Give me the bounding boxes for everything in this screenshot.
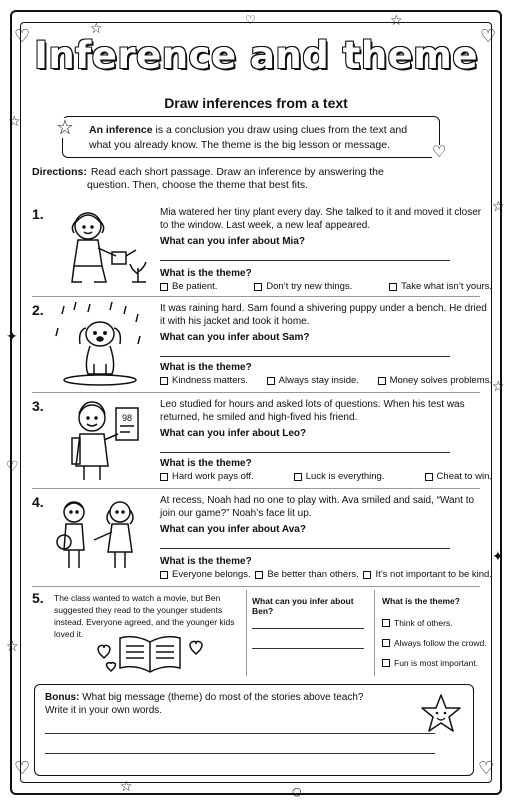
directions: [32, 166, 472, 192]
checkbox[interactable]: [255, 571, 263, 579]
heart-icon: ♡: [6, 459, 19, 475]
theme-option[interactable]: Always stay inside.: [267, 375, 359, 386]
star-icon: ☆: [6, 639, 19, 655]
theme-option[interactable]: Think of others.: [382, 618, 453, 628]
checkbox[interactable]: [378, 377, 386, 385]
theme-question: What is the theme?: [382, 596, 460, 606]
passage-text: It was raining hard. Sam found a shivering puppy under a bench. He dried it with his jacket and took it home.: [160, 303, 487, 327]
heart-icon: ♡: [432, 144, 447, 161]
star-icon: ☆: [492, 379, 505, 395]
question-5: [30, 588, 492, 680]
checkbox[interactable]: [363, 571, 371, 579]
heart-icon: ♡: [14, 758, 31, 779]
star-icon: ☆: [120, 779, 133, 795]
two-kids-illustration: [50, 492, 150, 580]
answer-line[interactable]: [160, 452, 450, 453]
inference-question: What can you infer about Leo?: [160, 428, 307, 439]
inference-question: What can you infer about Ava?: [160, 524, 306, 535]
theme-option[interactable]: Be better than others.: [255, 569, 358, 580]
divider: [32, 392, 480, 393]
inference-question: What can you infer about Sam?: [160, 332, 310, 343]
wet-puppy-illustration: [50, 300, 150, 388]
star-icon: ☆: [390, 13, 403, 29]
theme-options: [160, 471, 492, 482]
checkbox[interactable]: [160, 377, 168, 385]
question-number: 2.: [32, 302, 44, 318]
inference-question: What can you infer about Ben?: [252, 596, 354, 616]
theme-option[interactable]: Don’t try new things.: [254, 281, 352, 292]
question-4: [30, 492, 492, 584]
star-icon: ☆: [90, 21, 103, 37]
theme-question: What is the theme?: [160, 556, 252, 567]
checkbox[interactable]: [382, 619, 390, 627]
page-title: Inference and theme: [34, 34, 478, 77]
answer-line[interactable]: [160, 260, 450, 261]
theme-question: What is the theme?: [160, 268, 252, 279]
checkbox[interactable]: [254, 283, 262, 291]
theme-option[interactable]: Always follow the crowd.: [382, 638, 487, 648]
passage-text: Mia watered her tiny plant every day. She talked to it and moved it closer to the window. Last week, a new leaf appeared.: [160, 207, 482, 231]
directions-line-1: Read each short passage. Draw an inference by answering the: [90, 166, 384, 178]
girl-watering-plant-illustration: [50, 204, 150, 292]
star-icon: ☆: [56, 117, 74, 139]
passage-text: At recess, Noah had no one to play with. Ava smiled and said, “Want to join our game?” Noah’s face lit up.: [160, 495, 475, 519]
definition-text: is a conclusion you draw using clues from the text and what you already know. The theme is the big lesson or message.: [89, 124, 408, 151]
checkbox[interactable]: [160, 473, 168, 481]
test-score: 98: [122, 413, 133, 423]
directions-label: Directions:: [32, 166, 87, 178]
checkbox[interactable]: [267, 377, 275, 385]
star-icon: ☆: [492, 199, 505, 215]
question-3: [30, 396, 492, 488]
bonus-line-1: What big message (theme) do most of the stories above teach?: [79, 692, 364, 703]
checkbox[interactable]: [382, 639, 390, 647]
sparkle-icon: ✦: [6, 329, 18, 345]
divider: [32, 586, 480, 587]
sparkle-icon: ✦: [492, 549, 504, 565]
question-2: [30, 300, 492, 392]
answer-line[interactable]: [45, 753, 435, 754]
theme-options: [160, 375, 492, 386]
checkbox[interactable]: [389, 283, 397, 291]
passage-text: The class wanted to watch a movie, but Ben suggested they read to the younger students instead. Everyone agreed, and the younger kids loved it.: [54, 593, 235, 639]
answer-line[interactable]: [252, 648, 364, 649]
circle-icon: ○: [292, 785, 302, 798]
heart-icon: ♡: [14, 26, 31, 47]
heart-icon: ♡: [245, 13, 256, 27]
inference-question: What can you infer about Mia?: [160, 236, 306, 247]
question-1: [30, 204, 492, 296]
theme-question: What is the theme?: [160, 458, 252, 469]
checkbox[interactable]: [160, 283, 168, 291]
heart-icon: ♡: [480, 26, 497, 47]
divider: [374, 590, 375, 676]
passage-text: Leo studied for hours and asked lots of questions. When his test was returned, he smiled and high-fived his friend.: [160, 399, 465, 423]
checkbox[interactable]: [425, 473, 433, 481]
question-number: 5.: [32, 590, 44, 606]
answer-line[interactable]: [45, 733, 435, 734]
theme-option[interactable]: Hard work pays off.: [160, 471, 254, 482]
checkbox[interactable]: [160, 571, 168, 579]
bonus-label: Bonus:: [45, 692, 80, 703]
theme-question: What is the theme?: [160, 362, 252, 373]
answer-line[interactable]: [252, 628, 364, 629]
smiling-star-icon: [419, 693, 463, 735]
theme-options: [160, 569, 492, 580]
divider: [32, 296, 480, 297]
question-number: 1.: [32, 206, 44, 222]
checkbox[interactable]: [382, 659, 390, 667]
heart-icon: ♡: [478, 758, 495, 779]
open-book-illustration: [90, 632, 210, 676]
page-subtitle: Draw inferences from a text: [164, 95, 348, 111]
directions-line-2: question. Then, choose the theme that best fits.: [87, 179, 309, 191]
question-number: 3.: [32, 398, 44, 414]
bonus-box: [34, 684, 474, 776]
theme-option[interactable]: Fun is most important.: [382, 658, 478, 668]
boy-with-test-illustration: [50, 396, 150, 484]
answer-line[interactable]: [160, 548, 450, 549]
divider: [246, 590, 247, 676]
theme-option[interactable]: It’s not important to be kind.: [363, 569, 492, 580]
definition-box: [62, 116, 440, 158]
divider: [32, 488, 480, 489]
checkbox[interactable]: [294, 473, 302, 481]
question-number: 4.: [32, 494, 44, 510]
theme-option[interactable]: Be patient.: [160, 281, 217, 292]
theme-option[interactable]: Money solves problems.: [378, 375, 492, 386]
theme-options: [160, 281, 492, 292]
theme-option[interactable]: Take what isn’t yours.: [389, 281, 492, 292]
bonus-line-2: Write it in your own words.: [45, 705, 163, 716]
answer-line[interactable]: [160, 356, 450, 357]
star-icon: ☆: [8, 114, 21, 130]
theme-option[interactable]: Kindness matters.: [160, 375, 248, 386]
theme-option[interactable]: Cheat to win.: [425, 471, 492, 482]
definition-term: An inference: [89, 124, 153, 136]
theme-option[interactable]: Everyone belongs.: [160, 569, 251, 580]
theme-option[interactable]: Luck is everything.: [294, 471, 385, 482]
